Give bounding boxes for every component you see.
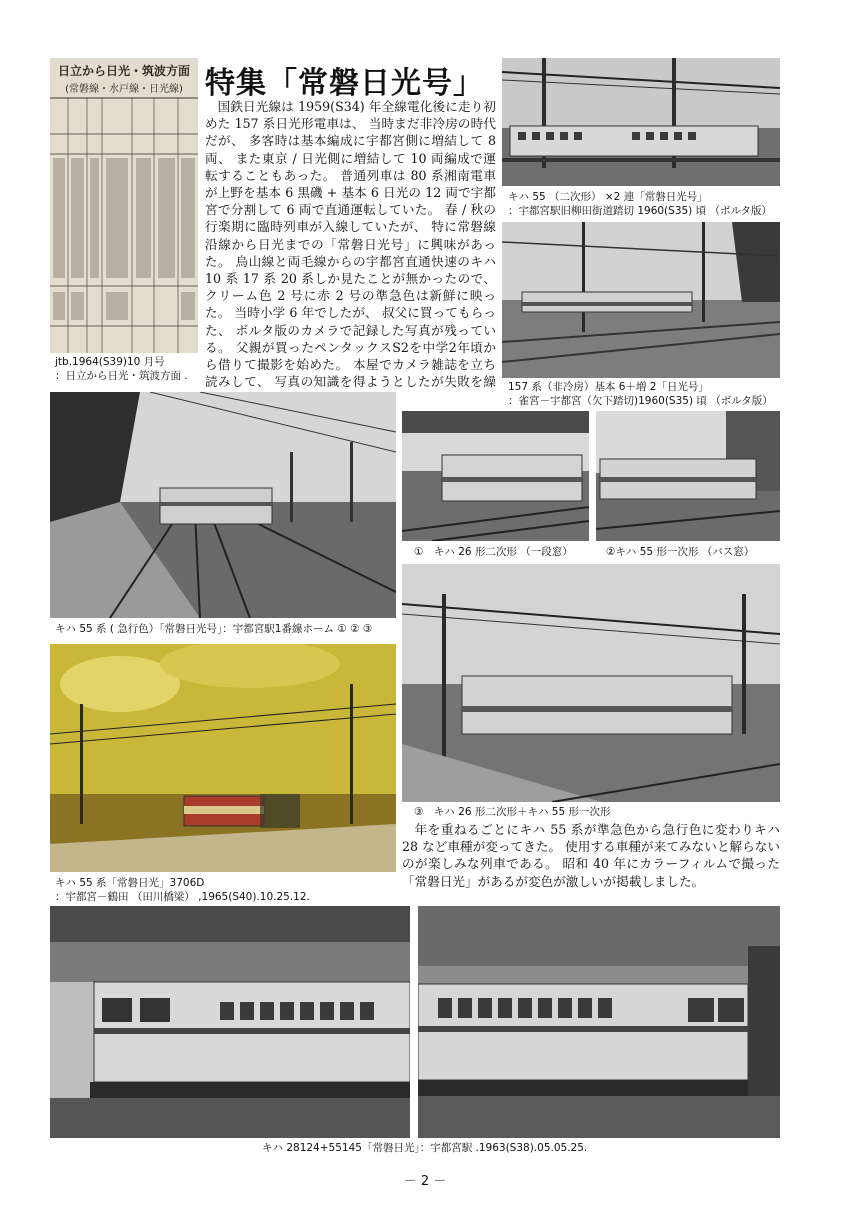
- photo1-caption-line1: キハ 55 （二次形） ×2 連「常磐日光号」: [508, 191, 708, 203]
- photo-utsunomiya-platform: [50, 392, 396, 618]
- photo1-caption-line2: ：宇都宮駅旧柳田街道踏切 1960(S35) 頃 （ボルタ版）: [508, 205, 773, 217]
- photo-kiha28-side-right: [418, 906, 780, 1138]
- article-body-continued: 年を重ねるごとにキハ 55 系が準急色から急行色に変わりキハ 28 など車種が変ってきた。 使用する車種が来てみないと解らないのが楽しみな列車である。 昭和 40 年にカラーフィルムで撮った「常磐日光」があるが変色が激しいが掲載しました。: [402, 822, 780, 889]
- article-title: 特集「常磐日光号」: [205, 66, 484, 101]
- photo4-caption: ① キハ 26 形二次形 （一段窓）: [414, 546, 573, 558]
- photo3-caption: キハ 55 系 ( 急行色）「常磐日光号」：宇都宮駅1番線ホーム ① ② ③: [55, 623, 373, 635]
- photo2-caption-line1: 157 系（非冷房）基本 6＋増 2「日光号」: [508, 381, 709, 393]
- photo-tagawa-bridge-color: [50, 644, 396, 872]
- article-body: 国鉄日光線は 1959(S34) 年全線電化後に走り初めた 157 系日光形電車は、 当時まだ非冷房の時代だが、 多客時は基本編成に宇都宮側に増結して 8 両、 また東京 / 日光側に増結して 10 両編成で運転することもあった。 普通列車は 80 系湘南電車が上野を基本 6 黒磯 + 基本 6 日光の 12 両で宇都宮で分割して 6 両で直通運転していた。 春 / 秋の行楽期に臨時列車が入線していたが、 特に常磐線沿線から日光までの「常磐日光号」に興味があった。 烏山線と両毛線からの宇都宮直通快速のキハ 10 系 17 系 20 系しか見たことが無かったので、 クリーム色 2 号に赤 2 号の準急色は新鮮に映った。 当時小学 6 年でしたが、 叔父に買ってもらった、 ボルタ版のカメラで記録した写真が残っている。 父親が買ったペンタックスS2を中学2年頃から借りて撮影を始めた。 本屋でカメラ雑誌を立ち読みして、 写真の知識を得ようとしたが失敗を繰: [205, 99, 496, 390]
- photo-kiha55-first: [596, 411, 780, 541]
- photo-kiha26-second: [402, 411, 589, 541]
- photo5-caption: ②キハ 55 形一次形 （バス窓）: [606, 546, 755, 558]
- photo-kiha55-crossing: [502, 58, 780, 186]
- timetable-caption-line1: jtb.1964(S39)10 月号: [55, 356, 165, 368]
- photo-157-series: [502, 222, 780, 378]
- photo8-caption: キハ 28124+55145「常磐日光」：宇都宮駅 .1963(S38).05.05.25.: [262, 1142, 588, 1154]
- photo7-caption-line2: ：宇都宮－鶴田 （田川橋梁） ,1965(S40).10.25.12.: [55, 891, 310, 903]
- timetable-heading: 日立から日光・筑波方面: [57, 64, 190, 78]
- photo-kiha26-kiha55-coupled: [402, 564, 780, 802]
- timetable-caption-line2: ：日立から日光・筑波方面 .: [55, 370, 188, 382]
- photo2-caption-line2: ：雀宮－宇都宮（欠下踏切)1960(S35) 頃 （ボルタ版）: [508, 395, 773, 407]
- timetable-clipping-image: [50, 58, 198, 353]
- photo-kiha28-front-left: [50, 906, 410, 1138]
- page-number: － 2 －: [403, 1174, 447, 1189]
- timetable-subheading: (常磐線・水戸線・日光線): [65, 84, 183, 95]
- photo6-caption: ③ キハ 26 形二次形＋キハ 55 形一次形: [414, 806, 611, 818]
- photo7-caption-line1: キハ 55 系「常磐日光」3706D: [55, 877, 205, 889]
